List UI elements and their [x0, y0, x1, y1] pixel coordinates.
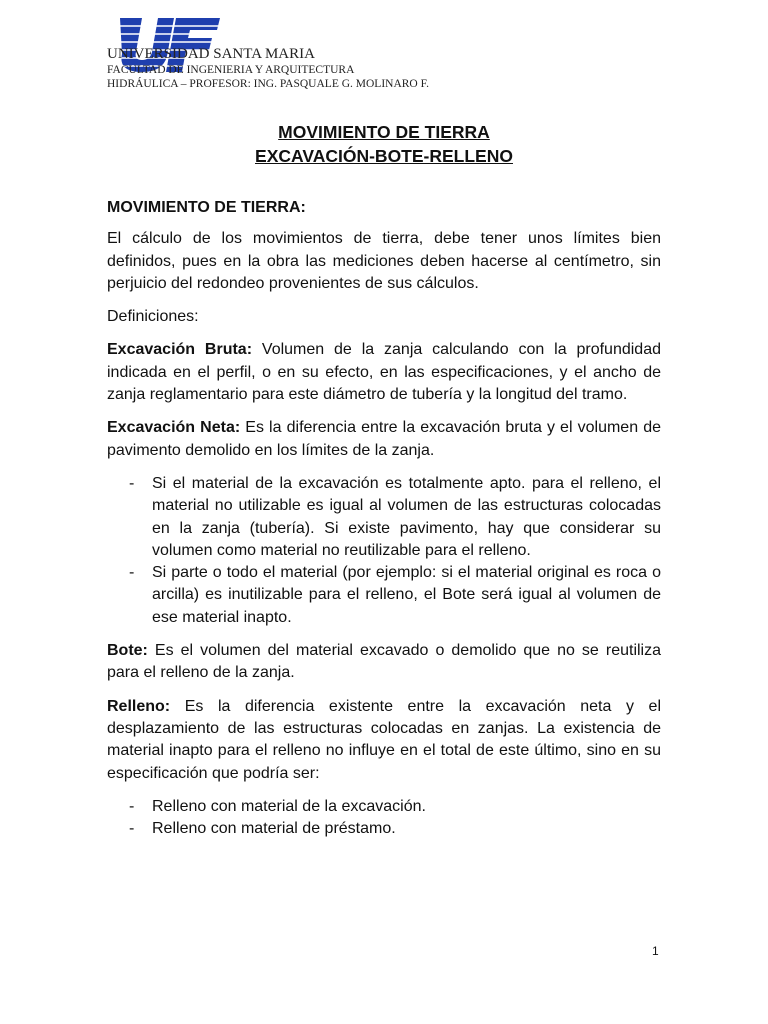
list-item-text: Si el material de la excavación es totalmente apto. para el relleno, el material no utilizable es igual al volumen de las estructuras colocadas en la zanja (tubería). Si existe pavimento, hay que considerar su volumen como material no reutilizable para el relleno.	[152, 474, 661, 559]
definition-excavacion-neta	[107, 417, 661, 462]
definition-text: Es la diferencia existente entre la excavación neta y el desplazamiento de las estructuras colocadas en zanjas. La existencia de material inapto para el relleno no influye en el total de este último, sino en su especificación que podría ser:	[107, 697, 661, 782]
list-item-text: Relleno con material de la excavación.	[152, 797, 426, 815]
bullet-dash: -	[129, 797, 135, 815]
term-label: Excavación Neta:	[107, 419, 241, 437]
list-item	[107, 562, 661, 629]
document-body	[107, 197, 661, 851]
definition-text: Es el volumen del material excavado o demolido que no se reutiliza para el relleno de la zanja.	[107, 642, 661, 682]
faculty-name: FACULTAD DE INGENIERIA Y ARQUITECTURA	[107, 64, 355, 76]
bullet-dash: -	[129, 820, 135, 838]
document-title	[0, 120, 768, 168]
list-item-text: Si parte o todo el material (por ejemplo: si el material original es roca o arcilla) es inutilizable para el relleno, el Bote será igual al volumen de ese material inapto.	[152, 564, 661, 626]
title-line-1: MOVIMIENTO DE TIERRA	[278, 122, 490, 142]
title-line-2: EXCAVACIÓN-BOTE-RELLENO	[255, 146, 513, 166]
definition-excavacion-bruta	[107, 339, 661, 406]
definition-bote	[107, 640, 661, 685]
course-info: HIDRÁULICA – PROFESOR: ING. PASQUALE G. MOLINARO F.	[107, 78, 429, 90]
list-item	[107, 818, 661, 840]
bullet-dash: -	[129, 474, 135, 492]
term-label: Relleno:	[107, 697, 171, 715]
term-label: Bote:	[107, 642, 148, 660]
definitions-label: Definiciones:	[107, 308, 199, 326]
definition-text: Es la diferencia entre la excavación bruta y el volumen de pavimento demolido en los límites de la zanja.	[107, 419, 661, 459]
neta-bullet-list	[107, 473, 661, 629]
definition-text: Volumen de la zanja calculando con la profundidad indicada en el perfil, o en su efecto, en las especificaciones, y el ancho de zanja reglamentario para este diámetro de tubería y la longitud del tramo.	[107, 341, 661, 404]
section-heading: MOVIMIENTO DE TIERRA:	[107, 199, 306, 216]
intro-paragraph: El cálculo de los movimientos de tierra, debe tener unos límites bien definidos, pues en la obra las mediciones deben hacerse al centímetro, sin perjuicio del redondeo provenientes de sus cálculos.	[107, 230, 661, 292]
list-item	[107, 796, 661, 818]
relleno-bullet-list	[107, 796, 661, 841]
definition-relleno	[107, 696, 661, 785]
page-number: 1	[652, 944, 659, 958]
bullet-dash: -	[129, 564, 135, 582]
university-name: UNIVERSIDAD SANTA MARIA	[107, 46, 315, 62]
term-label: Excavación Bruta:	[107, 341, 253, 359]
document-header	[107, 46, 429, 91]
list-item-text: Relleno con material de préstamo.	[152, 820, 396, 838]
list-item	[107, 473, 661, 562]
